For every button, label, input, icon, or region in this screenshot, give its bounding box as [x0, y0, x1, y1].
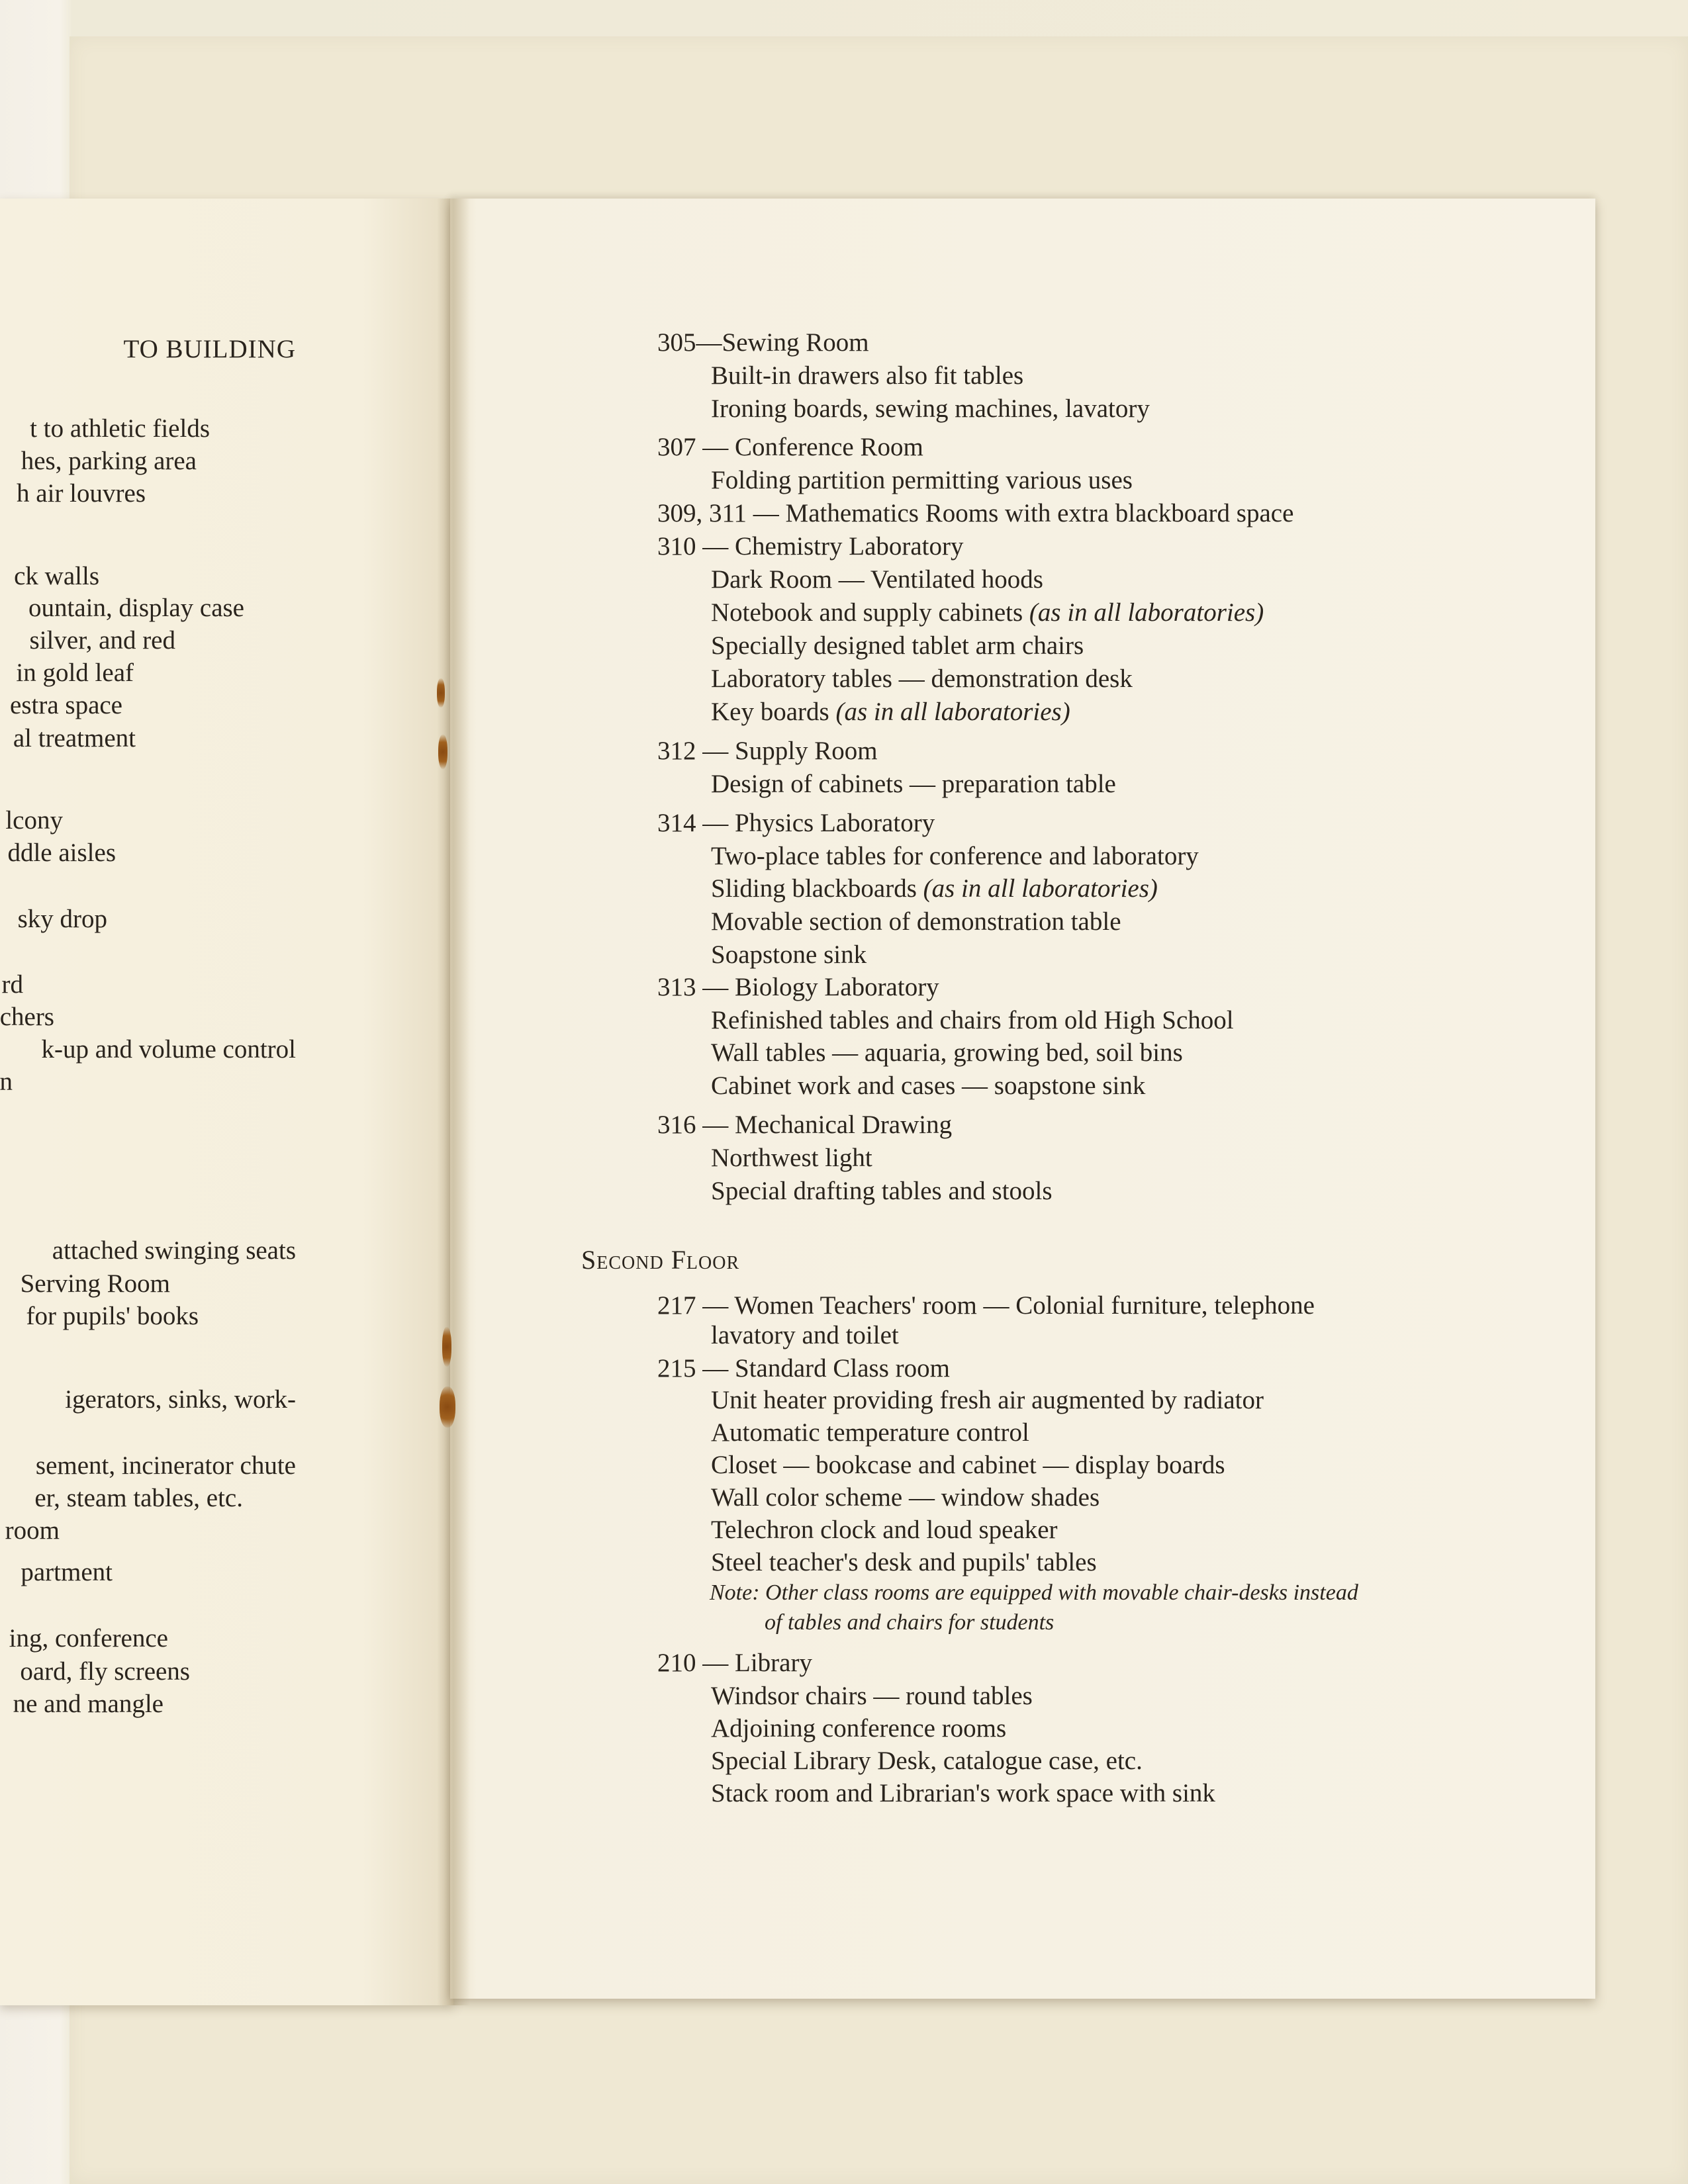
left-line: ne and mangle	[13, 1690, 164, 1718]
left-line: Serving Room	[20, 1269, 170, 1298]
left-line: ddle aisles	[7, 839, 116, 867]
entry-item: Northwest light	[711, 1144, 872, 1172]
entry-item: Special drafting tables and stools	[711, 1177, 1053, 1205]
entry-item: Stack room and Librarian's work space with sink	[711, 1779, 1215, 1807]
entry-item	[711, 874, 1158, 903]
entry-item: Soapstone sink	[711, 940, 867, 969]
entry-item: Specially designed tablet arm chairs	[711, 631, 1084, 660]
entry-item: Automatic temperature control	[711, 1418, 1029, 1447]
entry-item: Special Library Desk, catalogue case, etc.	[711, 1747, 1143, 1775]
entry-item: lavatory and toilet	[711, 1321, 899, 1349]
left-line: h air louvres	[17, 479, 146, 508]
entry-item: Movable section of demonstration table	[711, 907, 1121, 936]
entry-item: Wall color scheme — window shades	[711, 1483, 1100, 1512]
entry-item: Windsor chairs — round tables	[711, 1682, 1033, 1710]
left-line: lcony	[5, 806, 63, 835]
left-line: for pupils' books	[26, 1302, 199, 1330]
left-line: al treatment	[13, 724, 136, 752]
entry-title: 309, 311 — Mathematics Rooms with extra blackboard space	[657, 499, 1294, 527]
left-line: igerators, sinks, work-	[65, 1385, 296, 1414]
entry-title: 312 — Supply Room	[657, 737, 878, 765]
left-line: k-up and volume control	[41, 1035, 296, 1064]
entry-item: Closet — bookcase and cabinet — display boards	[711, 1451, 1225, 1479]
left-line: rd	[1, 970, 23, 999]
entry-item: Cabinet work and cases — soapstone sink	[711, 1071, 1146, 1100]
left-line: room	[5, 1516, 60, 1545]
parenthetical-note: (as in all laboratories)	[1029, 598, 1264, 627]
entry-item-text: Notebook and supply cabinets	[711, 598, 1029, 627]
entry-item: Dark Room — Ventilated hoods	[711, 565, 1043, 594]
entry-title: 217 — Women Teachers' room — Colonial furniture, telephone	[657, 1291, 1315, 1320]
entry-item: Laboratory tables — demonstration desk	[711, 664, 1133, 693]
entry-item: Wall tables — aquaria, growing bed, soil bins	[711, 1038, 1183, 1067]
entry-item: Folding partition permitting various uses	[711, 466, 1133, 494]
entry-title: 314 — Physics Laboratory	[657, 809, 935, 837]
entry-title: 316 — Mechanical Drawing	[657, 1111, 953, 1139]
entry-item-text: Sliding blackboards	[711, 874, 923, 903]
left-line: in gold leaf	[16, 659, 134, 687]
left-line: ck walls	[14, 562, 99, 590]
entry-title: 310 — Chemistry Laboratory	[657, 532, 964, 561]
entry-item	[711, 697, 1070, 727]
entry-item: Two-place tables for conference and laboratory	[711, 842, 1199, 870]
entry-item: Built-in drawers also fit tables	[711, 361, 1024, 390]
entry-item: Refinished tables and chairs from old High School	[711, 1006, 1234, 1034]
left-line: sement, incinerator chute	[35, 1451, 296, 1480]
parenthetical-note: (as in all laboratories)	[923, 874, 1158, 903]
left-line: partment	[21, 1558, 113, 1586]
left-line: chers	[0, 1003, 54, 1031]
entry-item	[711, 598, 1264, 627]
left-line: hes, parking area	[21, 447, 197, 475]
entry-title: 305—Sewing Room	[657, 328, 869, 357]
left-line: sky drop	[17, 905, 107, 933]
left-line: oard, fly screens	[20, 1657, 190, 1686]
left-line: er, steam tables, etc.	[34, 1484, 243, 1512]
parenthetical-note: (as in all laboratories)	[835, 698, 1070, 726]
entry-title: 307 — Conference Room	[657, 433, 923, 461]
entry-title: 210 — Library	[657, 1649, 812, 1677]
left-line: n	[0, 1068, 13, 1096]
left-line: attached swinging seats	[52, 1236, 296, 1265]
entry-item: Ironing boards, sewing machines, lavatory	[711, 394, 1150, 423]
left-page-heading: TO BUILDING	[123, 335, 296, 363]
entry-item: Design of cabinets — preparation table	[711, 770, 1116, 798]
left-line: ountain, display case	[28, 594, 244, 622]
section-heading: Second Floor	[581, 1245, 740, 1275]
entry-item: Adjoining conference rooms	[711, 1714, 1007, 1743]
left-line: t to athletic fields	[30, 414, 210, 443]
note-line: of tables and chairs for students	[765, 1610, 1055, 1635]
entry-item-text: Key boards	[711, 698, 836, 726]
entry-title: 313 — Biology Laboratory	[657, 973, 939, 1001]
entry-title: 215 — Standard Class room	[657, 1354, 950, 1383]
left-line: estra space	[10, 691, 122, 719]
note-line: Note: Other class rooms are equipped with movable chair-desks instead	[710, 1580, 1358, 1605]
left-line: silver, and red	[29, 626, 175, 655]
entry-item: Unit heater providing fresh air augmented by radiator	[711, 1386, 1264, 1414]
left-line: ing, conference	[9, 1624, 168, 1653]
entry-item: Steel teacher's desk and pupils' tables	[711, 1548, 1097, 1576]
entry-item: Telechron clock and loud speaker	[711, 1516, 1058, 1544]
